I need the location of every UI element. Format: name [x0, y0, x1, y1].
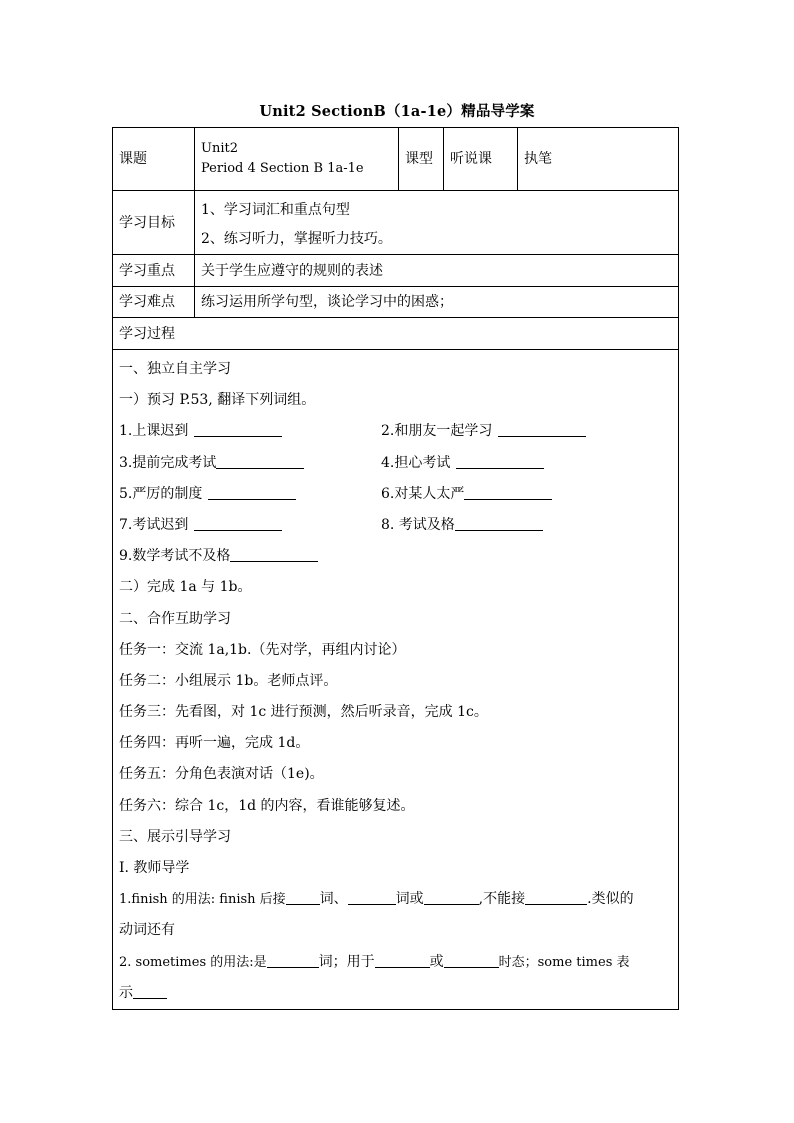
answer-blank[interactable] [267, 951, 319, 968]
phrase-item: 5.严厉的制度 [119, 479, 381, 510]
objectives-list [195, 191, 679, 255]
phrase-item: 4.担心考试 [381, 448, 544, 479]
task-item: 任务六：综合 1c，1d 的内容，看谁能够复述。 [119, 797, 415, 814]
answer-blank[interactable] [444, 951, 499, 968]
lesson-period: Period 4 Section B 1a-1e [201, 161, 364, 176]
section-heading: 一、独立自主学习 [119, 361, 231, 377]
process-content [113, 350, 679, 1010]
key-points-row [113, 255, 679, 287]
question-1-continuation: 动词还有 [119, 922, 175, 939]
lesson-unit: Unit2 [201, 141, 238, 156]
question-1 [119, 884, 672, 915]
answer-blank[interactable] [424, 888, 479, 905]
phrase-row [119, 416, 672, 447]
section-heading: 三、展示引导学习 [119, 828, 231, 845]
key-points-label: 学习重点 [113, 255, 195, 287]
phrase-item: 8. 考试及格 [381, 510, 543, 541]
document-title: Unit2 SectionB（1a-1e）精品导学案 [259, 103, 535, 120]
phrase-row: 9.数学考试不及格 [119, 541, 672, 572]
objectives-row [113, 191, 679, 255]
answer-blank[interactable] [498, 420, 586, 437]
answer-blank[interactable] [455, 514, 543, 531]
answer-blank[interactable] [208, 483, 296, 500]
phrase-row [119, 448, 672, 479]
phrase-row [119, 479, 672, 510]
question-1-text: 1.finish 的用法: finish 后接 词、 词或 ,不能接 .类似的 [119, 884, 634, 915]
difficulties-label: 学习难点 [113, 287, 195, 318]
task-item: 任务五：分角色表演对话（1e)。 [119, 766, 324, 783]
process-label: 学习过程 [113, 318, 679, 350]
complete-instruction: 二）完成 1a 与 1b。 [119, 579, 252, 596]
objective-item: 2、练习听力，掌握听力技巧。 [201, 230, 392, 247]
type-label: 课型 [399, 128, 444, 191]
answer-blank[interactable] [348, 888, 396, 905]
task-item: 任务三：先看图，对 1c 进行预测，然后听录音，完成 1c。 [119, 704, 488, 721]
answer-blank[interactable] [525, 888, 587, 905]
question-2: 2. sometimes 的用法:是 词；用于 或 时态；some times 表 [119, 947, 672, 978]
difficulties-row [113, 287, 679, 318]
answer-blank[interactable] [375, 951, 430, 968]
answer-blank[interactable] [216, 452, 304, 469]
task-item: 任务一：交流 1a,1b.（先对学，再组内讨论） [119, 641, 406, 658]
phrase-item: 7.考试迟到 [119, 510, 381, 541]
objectives-label: 学习目标 [113, 191, 195, 255]
difficulties-text: 练习运用所学句型，谈论学习中的困惑； [195, 287, 679, 318]
task-item: 任务四：再听一遍，完成 1d。 [119, 735, 310, 752]
answer-blank[interactable] [464, 483, 552, 500]
key-points-text: 关于学生应遵守的规则的表述 [195, 255, 679, 287]
teacher-guide-heading: Ⅰ. 教师导学 [119, 860, 190, 876]
process-header-row [113, 318, 679, 350]
writer-label: 执笔 [518, 128, 679, 191]
phrase-item: 3.提前完成考试 [119, 448, 381, 479]
objective-item: 1、学习词汇和重点句型 [201, 201, 350, 218]
study-guide-table [112, 127, 679, 1010]
lesson-title [195, 128, 399, 191]
answer-blank[interactable] [194, 420, 282, 437]
lesson-row [113, 128, 679, 191]
phrase-row [119, 510, 672, 541]
task-item: 任务二：小组展示 1b。老师点评。 [119, 672, 338, 689]
answer-blank[interactable] [194, 514, 282, 531]
answer-blank[interactable] [456, 452, 544, 469]
answer-blank[interactable] [230, 545, 318, 562]
question-2-continuation: 示 [119, 978, 672, 1009]
phrase-item: 6.对某人太严 [381, 479, 552, 510]
process-body-row [113, 350, 679, 1010]
preview-instruction: 一）预习 P.53, 翻译下列词组。 [119, 392, 316, 409]
answer-blank[interactable] [133, 982, 167, 999]
lesson-label: 课题 [113, 128, 195, 191]
answer-blank[interactable] [286, 888, 320, 905]
phrase-item: 1.上课迟到 [119, 416, 381, 447]
section-heading: 二、合作互助学习 [119, 610, 231, 627]
type-value: 听说课 [444, 128, 518, 191]
phrase-item: 2.和朋友一起学习 [381, 416, 586, 447]
